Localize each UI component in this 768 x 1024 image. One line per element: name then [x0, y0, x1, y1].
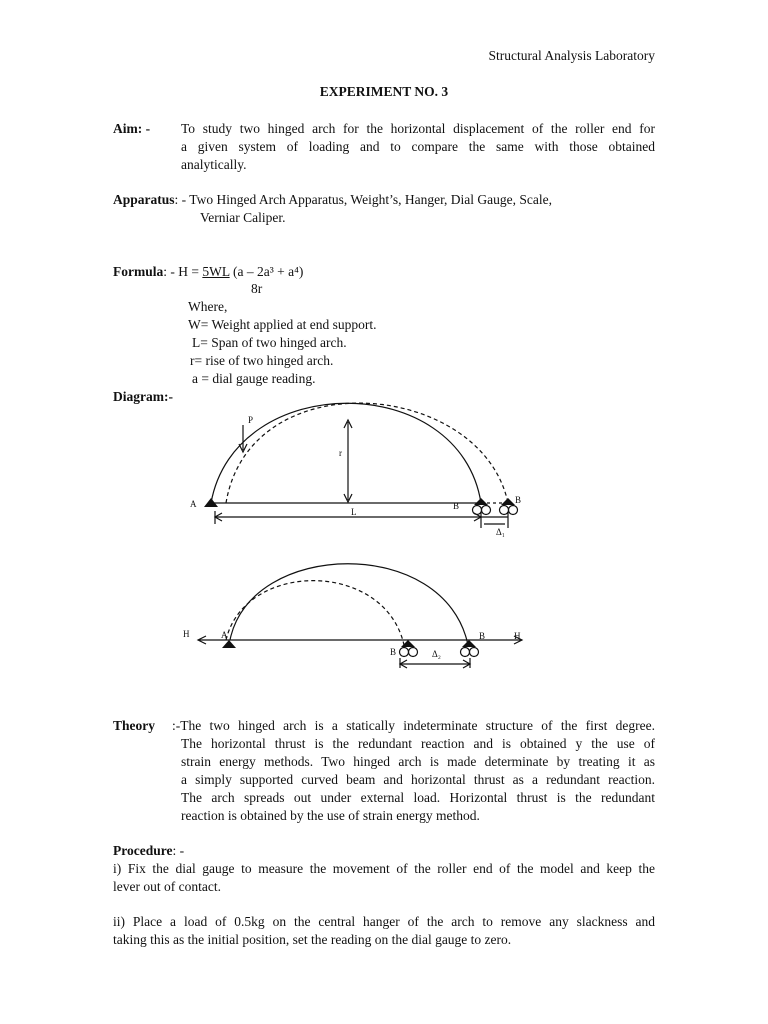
formula-prefix: : - H = — [163, 264, 203, 279]
diagram-label: Diagram:- — [113, 389, 173, 404]
fig1-support-b-displaced-label: B — [515, 495, 522, 505]
aim-line-1: To study two hinged arch for the horizontal displacement of the roller end for — [181, 121, 655, 136]
aim-label: Aim: - — [113, 121, 151, 136]
fig2-thrust-right-label: H — [514, 631, 521, 641]
procedure-step-1-line-2: lever out of contact. — [113, 879, 221, 894]
roller-b-displaced-cap — [501, 498, 515, 505]
formula-denominator: 8r — [251, 281, 263, 296]
fig2-delta-label: Δ₂ — [432, 649, 441, 659]
procedure-step-1-line-1: i) Fix the dial gauge to measure the movement of the roller end of the model and keep the — [113, 861, 655, 876]
fig1-span-label: L — [351, 507, 357, 517]
theory-line-4: a simply supported curved beam and horizontal thrust as a redundant reaction. — [181, 772, 655, 787]
formula-where: Where, — [188, 299, 228, 314]
theory-label: Theory — [113, 718, 155, 733]
fig2-support-b-inner-label: B — [390, 647, 397, 657]
fig2-thrust-left-label: H — [183, 629, 190, 639]
apparatus-label: Apparatus — [113, 192, 175, 207]
procedure-label: Procedure — [113, 843, 173, 858]
roller2-b-inner-right — [409, 648, 418, 657]
formula-expression: (a – 2a³ + a⁴) — [232, 264, 304, 279]
formula-def-r: r= rise of two hinged arch. — [190, 353, 334, 368]
theory-line-1: :-The two hinged arch is a statically indeterminate structure of the first degree. — [172, 718, 655, 733]
formula-def-w: W= Weight applied at end support. — [188, 317, 377, 332]
theory-line-5: The arch spreads out under external load. Horizontal thrust is the redundant — [181, 790, 655, 805]
formula-def-a: a = dial gauge reading. — [192, 371, 316, 386]
fig2-support-a-label: A — [221, 630, 228, 640]
formula-label: Formula — [113, 264, 164, 279]
experiment-title: EXPERIMENT NO. 3 — [319, 84, 449, 99]
roller-b-right — [482, 506, 491, 515]
page-header: Structural Analysis Laboratory — [488, 48, 655, 63]
apparatus-line-2: Verniar Caliper. — [200, 210, 286, 225]
fig1-delta-label: Δ₁ — [496, 527, 505, 537]
aim-line-3: analytically. — [181, 157, 247, 172]
procedure-label-suffix: : - — [172, 843, 185, 858]
roller-b-cap — [474, 498, 488, 505]
roller2-b-inner-left — [400, 648, 409, 657]
roller2-b-left — [461, 648, 470, 657]
theory-line-3: strain energy methods. Two hinged arch is made determinate by treating it as — [181, 754, 655, 769]
aim-line-2: a given system of loading and to compare the same with those obtained — [181, 139, 655, 154]
formula-def-l: L= Span of two hinged arch. — [192, 335, 347, 350]
fig1-support-a-label: A — [190, 499, 197, 509]
roller2-b-cap — [462, 640, 476, 647]
hinge2-a-support — [222, 640, 236, 648]
fig1-load-label: P — [248, 415, 254, 425]
fig1-rise-label: r — [339, 448, 342, 458]
arch2-deflected-curve — [230, 564, 468, 645]
roller2-b-right — [470, 648, 479, 657]
figure-2 — [198, 564, 522, 668]
arch-deflected-curve — [226, 403, 508, 503]
procedure-heading — [113, 842, 184, 860]
roller-b-left — [473, 506, 482, 515]
apparatus-text: : - Two Hinged Arch Apparatus, Weight’s, Hanger, Dial Gauge, Scale, — [174, 192, 552, 207]
fig2-support-b-label: B — [479, 631, 486, 641]
theory-line-6: reaction is obtained by the use of strain energy method. — [181, 808, 480, 823]
roller-b-displaced-right — [509, 506, 518, 515]
procedure-step-2-line-1: ii) Place a load of 0.5kg on the central hanger of the arch to remove any slackness and — [113, 914, 655, 929]
arch2-original-curve — [226, 581, 404, 645]
theory-line-2: The horizontal thrust is the redundant reaction and is obtained y the use of — [181, 736, 655, 751]
formula-numerator: 5WL — [202, 264, 230, 279]
figure-1 — [211, 403, 518, 528]
fig1-support-b-label: B — [453, 501, 460, 511]
roller-b-displaced-left — [500, 506, 509, 515]
procedure-step-2-line-2: taking this as the initial position, set the reading on the dial gauge to zero. — [113, 932, 512, 947]
